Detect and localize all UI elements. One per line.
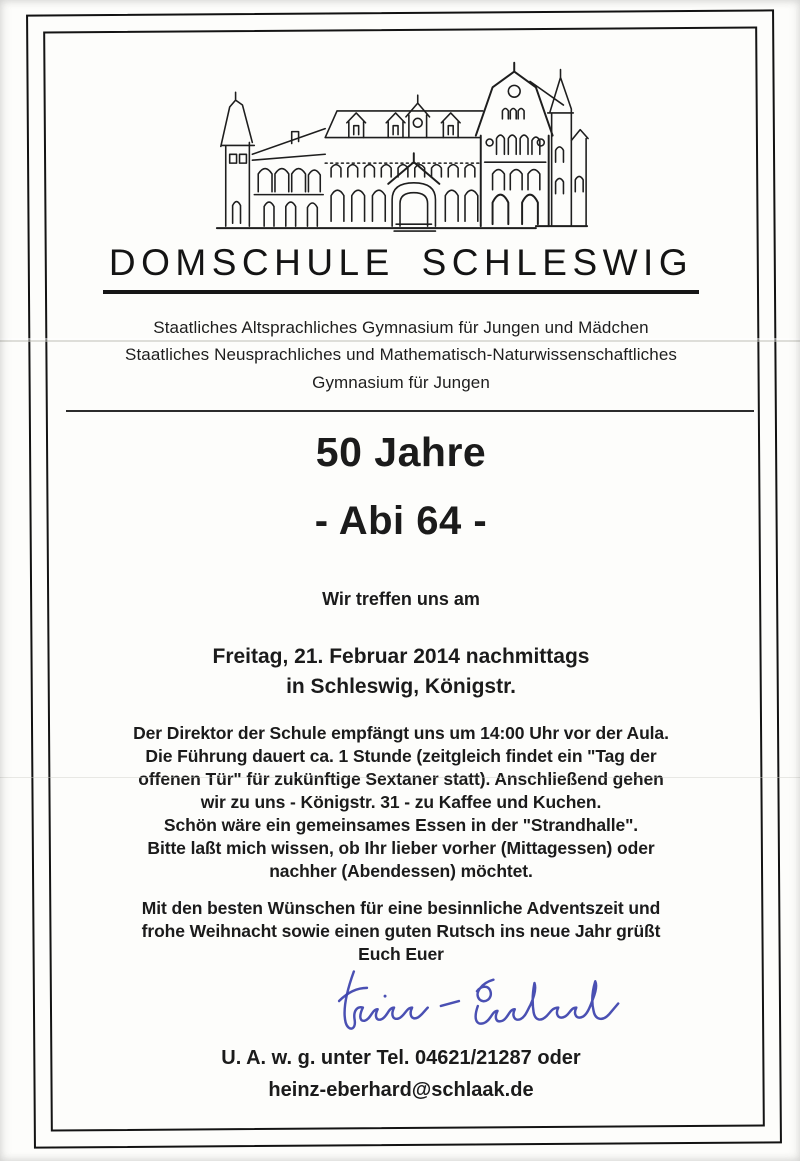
body-line: wir zu uns - Königstr. 31 - zu Kaffee und Kuchen. — [200, 792, 602, 813]
body-line: Schön wäre ein gemeinsames Essen in der "Strandhalle". — [163, 815, 639, 836]
fold-line — [0, 777, 800, 778]
body-line: Der Direktor der Schule empfängt uns um 14:00 Uhr vor der Aula. — [133, 723, 669, 744]
date-line: Freitag, 21. Februar 2014 nachmittags — [212, 645, 590, 669]
closing-line: Euch Euer — [358, 944, 444, 965]
school-building-icon — [205, 44, 597, 236]
intro-line: Wir treffen uns am — [322, 589, 480, 610]
date-line: in Schleswig, Königstr. — [286, 675, 516, 699]
closing-paragraph — [48, 897, 754, 966]
closing-line: Mit den besten Wünschen für eine besinnliche Adventszeit und — [141, 898, 661, 919]
horizontal-divider — [66, 410, 754, 412]
body-line: Bitte laßt mich wissen, ob Ihr lieber vorher (Mittagessen) oder — [147, 838, 655, 859]
closing-line: frohe Weihnacht sowie einen guten Rutsch ins neue Jahr grüßt — [141, 921, 661, 942]
body-line: offenen Tür" für zukünftige Sextaner statt). Anschließend gehen — [138, 769, 664, 790]
signature-ink-icon — [297, 960, 657, 1038]
body-paragraph — [48, 722, 754, 883]
class-title: - Abi 64 - — [314, 499, 488, 544]
body-line: Die Führung dauert ca. 1 Stunde (zeitgleich findet ein "Tag der — [145, 746, 657, 767]
subtitle-line: Staatliches Neusprachliches und Mathematisch-Naturwissenschaftliches — [125, 345, 677, 365]
fold-line — [0, 340, 800, 342]
subtitle-line: Staatliches Altsprachliches Gymnasium für Jungen und Mädchen — [153, 317, 649, 337]
letterhead — [48, 236, 754, 294]
anniversary-title: 50 Jahre — [315, 429, 487, 476]
subtitle-line: Gymnasium für Jungen — [312, 372, 490, 392]
signature-handwriting — [297, 960, 657, 1038]
school-name-title: DOMSCHULE SCHLESWIG — [103, 244, 699, 294]
body-line: nachher (Abendessen) möchtet. — [269, 861, 533, 882]
letter-content — [48, 30, 754, 1106]
date-block — [48, 642, 754, 702]
school-subtitle-block — [48, 314, 754, 397]
rsvp-contact-block — [48, 1042, 754, 1106]
school-building-illustration — [205, 44, 597, 236]
rsvp-phone-line: U. A. w. g. unter Tel. 04621/21287 oder — [221, 1047, 581, 1070]
rsvp-email-line: heinz-eberhard@schlaak.de — [268, 1079, 534, 1102]
